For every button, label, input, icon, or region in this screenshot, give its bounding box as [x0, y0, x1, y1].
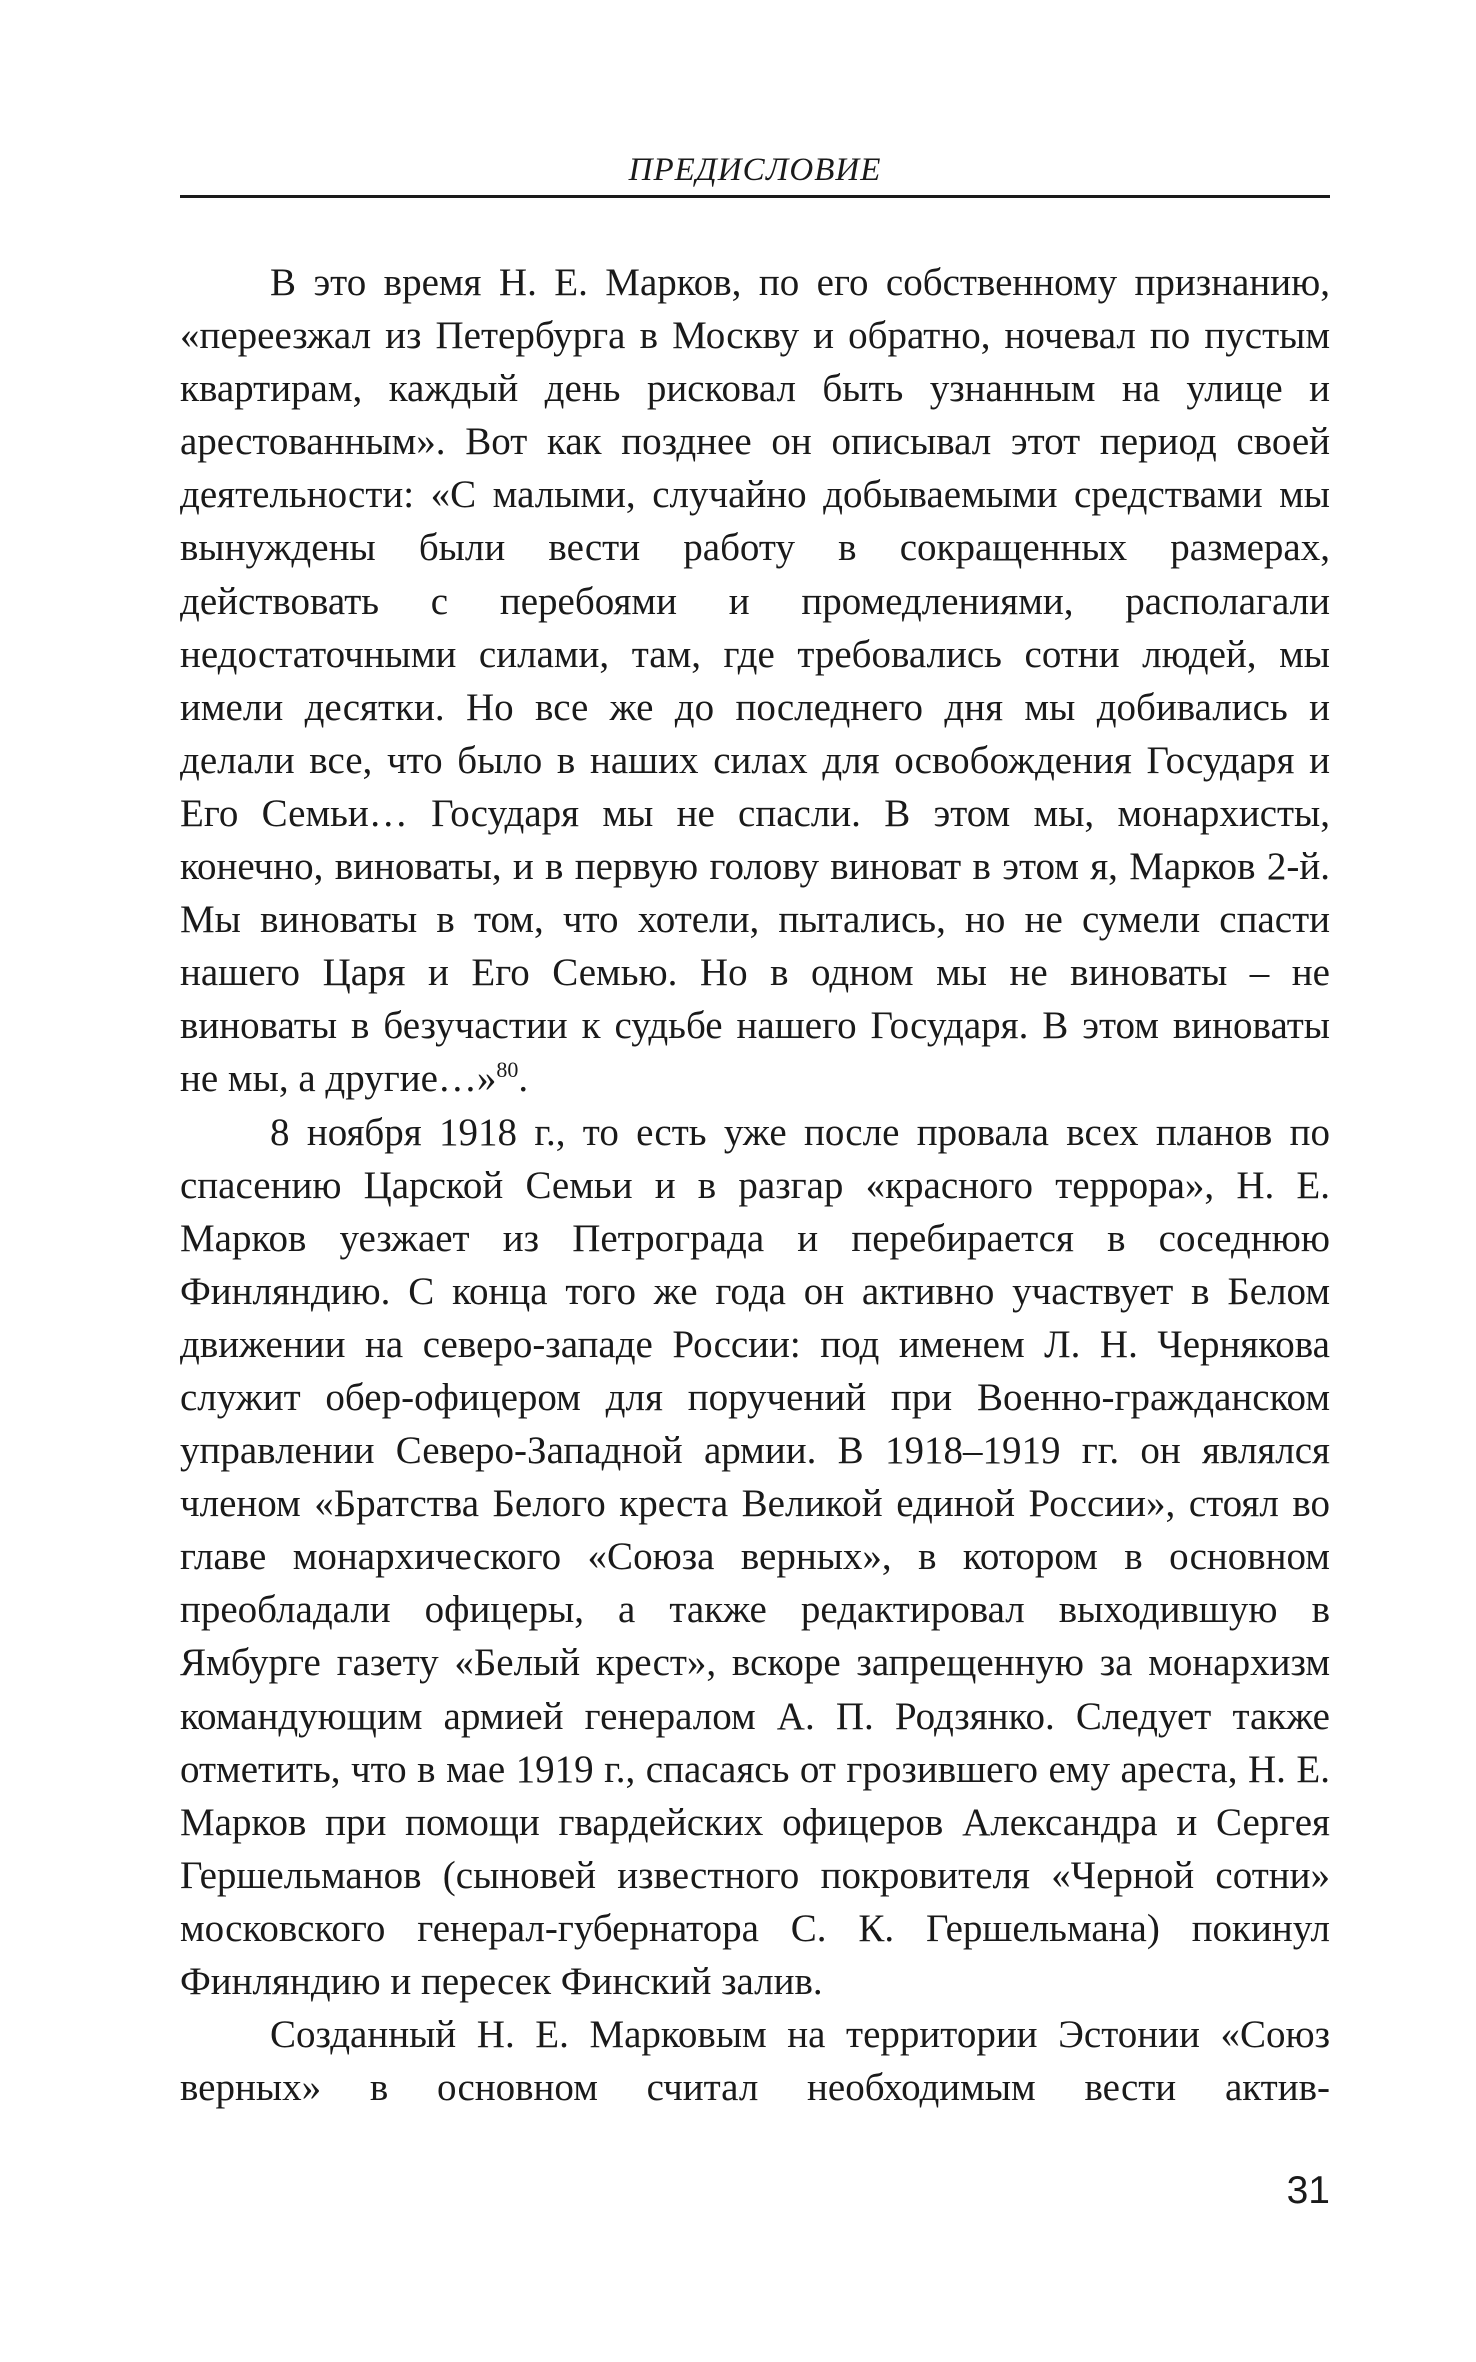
paragraph-3: Созданный Н. Е. Марковым на территории Эстонии «Союз верных» в основном считал необходимым вести актив- [180, 2013, 1330, 2110]
paragraph-2: 8 ноября 1918 г., то есть уже после провала всех планов по спасению Царской Семьи и в разгар «красного террора», Н. Е. Марков уезжает из Петрограда и перебирается в соседнюю Финляндию. С конца того же года он активно участвует в Белом движении на северо-западе России: под именем Л. Н. Чернякова служит обер-офицером для поручений при Военно-гражданском управлении Северо-Западной армии. В 1918–1919 гг. он являлся членом «Братства Белого креста Великой единой России», стоял во главе монархического «Союза верных», в котором в основном преобладали офицеры, а также редактировал выходившую в Ямбурге газету «Белый крест», вскоре запрещенную за монархизм командующим армией генералом А. П. Родзянко. Следует также отметить, что в мае 1919 г., спасаясь от грозившего ему ареста, Н. Е. Марков при помощи гвардейских офицеров Александра и Сергея Гершельманов (сыновей известного покровителя «Черной сотни» московского генерал-губернатора С. К. Гершельмана) покинул Финляндию и пересек Финский залив. [180, 1110, 1330, 2003]
paragraph-1-end: . [518, 1057, 529, 1101]
running-head: ПРЕДИСЛОВИЕ [628, 152, 882, 188]
footnote-ref[interactable]: 80 [496, 1057, 519, 1083]
paragraph-1 [180, 256, 1330, 1106]
page-number: 31 [1286, 2169, 1330, 2212]
header-rule [180, 195, 1330, 198]
body-text [180, 256, 1330, 2114]
paragraph-1-text: В это время Н. Е. Марков, по его собственному признанию, «переезжал из Петербурга в Москву и обратно, ночевал по пустым квартирам, каждый день рисковал быть узнанным на улице и арестованным». Вот как позднее он описывал этот период своей деятельности: «С малыми, случайно добываемыми средствами мы вынуждены были вести работу в сокращенных размерах, действовать с перебоями и промедлениями, располагали недостаточными силами, там, где требовались сотни людей, мы имели десятки. Но все же до последнего дня мы добивались и делали все, что было в наших силах для освобождения Государя и Его Семьи… Государя мы не спасли. В этом мы, монархисты, конечно, виноваты, и в первую голову виноват в этом я, Марков 2-й. Мы виноваты в том, что хотели, пытались, но не сумели спасти нашего Царя и Его Семью. Но в одном мы не виноваты – не виноваты в безучастии к судьбе нашего Государя. В этом виноваты не мы, а другие…» [180, 261, 1330, 1101]
